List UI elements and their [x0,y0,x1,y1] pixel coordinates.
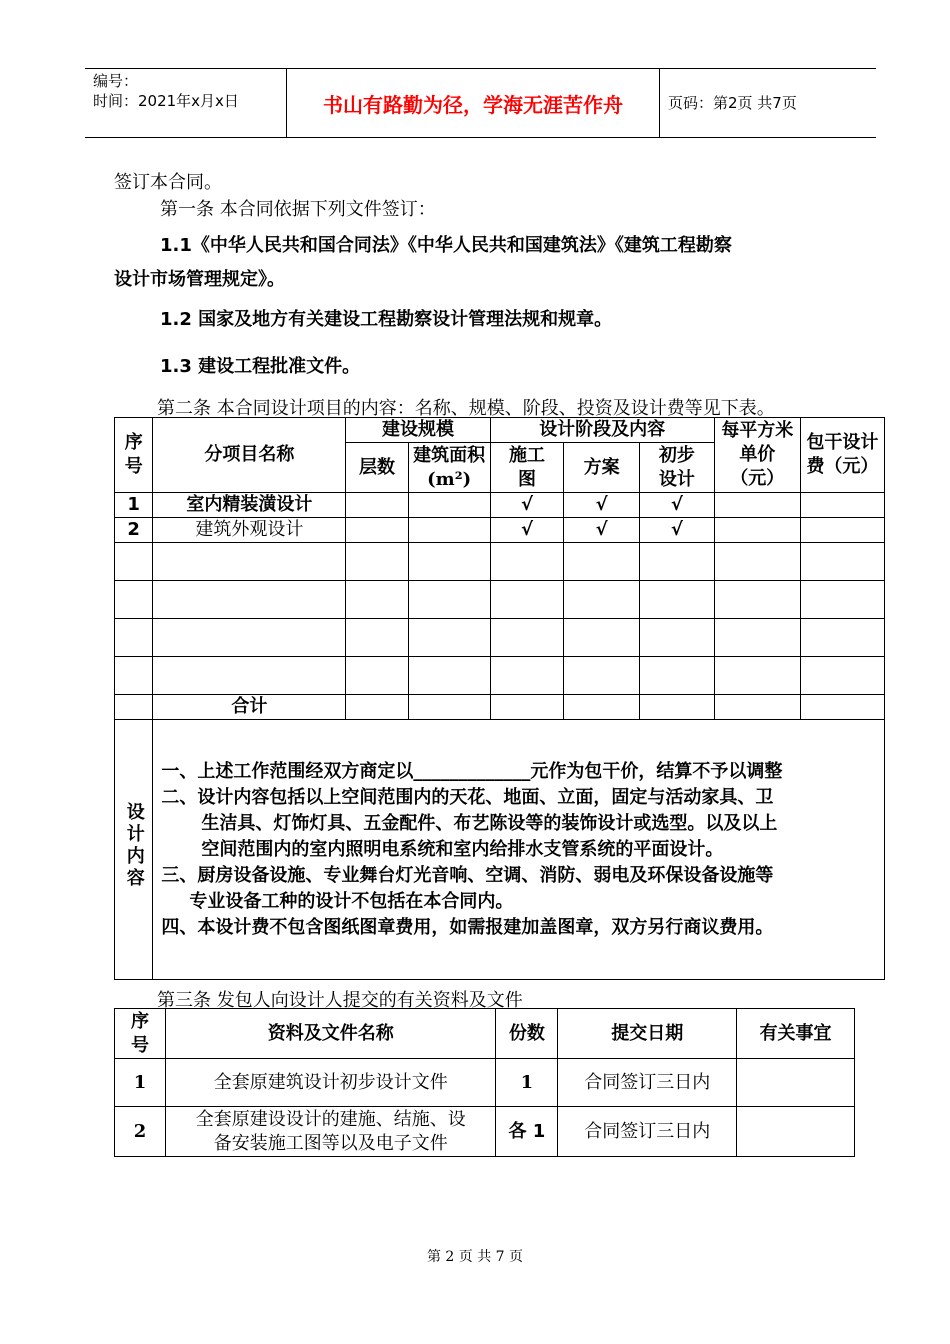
content-line: 一、上述工作范围经双方商定以_____________元作为包干价，结算不予以调整 [161,760,783,782]
header-meta [85,69,287,137]
header-name: 分项目名称 [153,418,346,493]
header-date: 提交日期 [558,1009,737,1059]
design-items-table [114,417,885,980]
check-icon: √ [490,493,564,518]
content-line: 二、设计内容包括以上空间范围内的天花、地面、立面，固定与活动家具、卫 [161,786,774,808]
table-row-empty [115,543,885,581]
check-icon: √ [640,518,715,543]
row-doc-name-line: 全套原建筑设计初步设计文件 [213,1071,448,1093]
header-count: 份数 [496,1009,558,1059]
check-icon: √ [564,493,640,518]
header-unit-price: 每平方米单价（元） [714,418,800,493]
row-doc-name-line: 备安装施工图等以及电子文件 [213,1132,448,1154]
para-1-3: 1.3 建设工程批准文件。 [160,356,361,377]
row-notes [737,1059,855,1107]
table-row-empty [115,657,885,695]
row-count: 1 [496,1059,558,1107]
header-area-label: 建筑面积 [413,444,486,466]
row-date: 合同签订三日内 [558,1107,737,1157]
header-area [408,443,490,493]
para-1-1a: 1.1《中华人民共和国合同法》《中华人民共和国建筑法》《建筑工程勘察 [160,235,732,256]
row-date: 合同签订三日内 [558,1059,737,1107]
table-row-empty [115,581,885,619]
check-icon: √ [490,518,564,543]
para-article-1: 第一条 本合同依据下列文件签订： [160,199,436,220]
header-construct: 施工图 [490,443,564,493]
row-doc-name [165,1059,496,1107]
header-notes: 有关事宜 [737,1009,855,1059]
table-row [115,1107,855,1157]
header-page-cell [660,69,876,137]
total-row [115,695,885,720]
header-no: 序号 [115,418,153,493]
table-row [115,518,885,543]
para-article-2: 第二条 本合同设计项目的内容：名称、规模、阶段、投资及设计费等见下表。 [157,398,775,419]
row-name: 建筑外观设计 [153,518,346,543]
documents-table [114,1008,855,1157]
table-row-empty [115,619,885,657]
row-no: 1 [115,493,153,518]
total-label: 合计 [153,695,346,720]
check-icon: √ [640,493,715,518]
para-1-2: 1.2 国家及地方有关建设工程勘察设计管理法规和规章。 [160,309,613,330]
design-content-text [153,720,885,980]
para-1-1b: 设计市场管理规定》。 [114,269,285,290]
header-fee: 包干设计费（元） [800,418,884,493]
design-content-label: 设计内容 [115,720,153,980]
content-line: 空间范围内的室内照明电系统和室内给排水支管系统的平面设计。 [201,838,724,860]
header-prelim: 初步设计 [640,443,715,493]
motto: 书山有路勤为径，学海无涯苦作舟 [323,92,623,117]
content-line: 生洁具、灯饰灯具、五金配件、布艺陈设等的装饰设计或选型。以及以上 [201,812,778,834]
header-floors: 层数 [346,443,408,493]
para-article-3: 第三条 发包人向设计人提交的有关资料及文件 [157,990,523,1011]
row-no: 1 [115,1059,166,1107]
table-row [115,493,885,518]
content-line: 专业设备工种的设计不包括在本合同内。 [189,890,514,912]
row-no: 2 [115,1107,166,1157]
header-area-unit: (m²) [427,468,472,490]
row-count: 各 1 [496,1107,558,1157]
row-notes [737,1107,855,1157]
page-label: 页码：第2页 共7页 [668,94,797,112]
number-label: 编号： [93,72,139,90]
header-stage: 设计阶段及内容 [490,418,714,443]
content-line: 三、厨房设备设施、专业舞台灯光音响、空调、消防、弱电及环保设备设施等 [161,864,774,886]
row-doc-name [165,1107,496,1157]
header-scheme: 方案 [564,443,640,493]
page-header [85,68,876,138]
header-scale: 建设规模 [346,418,490,443]
content-line: 四、本设计费不包含图纸图章费用，如需报建加盖图章，双方另行商议费用。 [161,916,774,938]
row-doc-name-line: 全套原建设设计的建施、结施、设 [195,1108,466,1130]
header-motto-cell [287,69,660,137]
time-label: 时间：2021年x月x日 [93,92,239,110]
table-row [115,1059,855,1107]
row-no: 2 [115,518,153,543]
para-0: 签订本合同。 [114,172,222,193]
check-icon: √ [564,518,640,543]
row-name: 室内精装潢设计 [153,493,346,518]
header-no: 序号 [115,1009,166,1059]
header-doc-name: 资料及文件名称 [165,1009,496,1059]
design-content-row [115,720,885,980]
page-footer: 第 2 页 共 7 页 [426,1249,524,1265]
